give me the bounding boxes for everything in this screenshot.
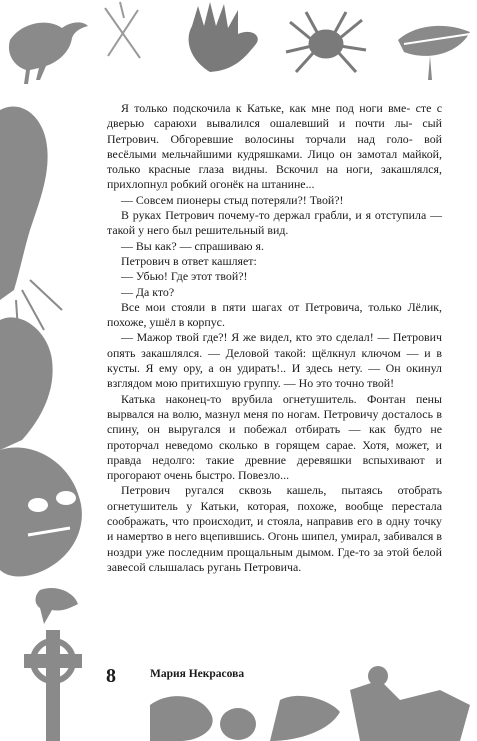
paragraph: — Совсем пионеры стыд потеряли?! Твой?! xyxy=(121,192,344,207)
text-line: сый Петрович. Обгоревшие волосины торчали над голо- xyxy=(107,116,442,146)
paragraph: — Убью! Где этот твой?! xyxy=(121,269,248,284)
text-line: закашлялся, прихлопнул робкий огонёк на штанине... xyxy=(107,162,442,192)
bird-icon xyxy=(36,588,79,624)
text-line: сте с дверью сараюхи вывалился ошалевший и почти лы- xyxy=(107,101,442,131)
hand-print-icon xyxy=(189,2,258,72)
spider-icon xyxy=(286,12,366,72)
crow-icon xyxy=(9,22,88,84)
paragraph: Все мои стояли в пяти шагах от Петровича, только Лёлик, похоже, ушёл в корпус. xyxy=(107,299,442,330)
text-line: Я только подскочила к Катьке, как мне под ноги вме- xyxy=(121,101,411,115)
text-line: вой весёлыми мельчайшими кудряшками. Лицо он замотал xyxy=(107,131,442,161)
body-text xyxy=(107,101,442,575)
paragraph xyxy=(107,101,442,193)
paragraph: — Мажор твой где?! Я же видел, кто это сделал! — Петрович опять закашлялся. — Деловой такой: щёлкнул ключом — и в кусты. Я ему ору, а он удирать!.. И здесь нету. — Он окинул взглядом мою притихшую группу. — Но это точно твой! xyxy=(107,330,442,391)
paragraph: Петрович ругался сквозь кашель, пытаясь отобрать огнетушитель у Катьки, которая, похоже, вообще перестала соображать, что происходит, и стояла, направив его в одну точку и намертво в него вцепившись. Огонь шипел, умирал, забивался в ноздри уже последним прощальным дымом. Где-то за этой белой завесой слышалась ругань Петровича. xyxy=(107,483,442,574)
paragraph: Катька наконец-то врубила огнетушитель. Фонтан пены вырвался на волю, мазнул меня по ногам. Петровичу досталось в спину, он выругался и побежал отбирать — как будто не проторчал неведомо сколько в горящем сарае. Хотя, может, и правда недолго: такие древние деревяшки вспыхивают и прогорают очень быстро. Повезло... xyxy=(107,391,442,483)
scratch-marks-icon xyxy=(105,2,140,58)
page-number: 8 xyxy=(106,665,116,687)
paragraph: — Вы как? — спрашиваю я. xyxy=(121,238,264,253)
cross-icon xyxy=(24,630,82,741)
lips-icon xyxy=(398,26,470,80)
author-name: Мария Некрасова xyxy=(150,668,245,680)
text-line: майкой, только красные глаза видны. Вскочил на ноги, xyxy=(107,146,442,177)
paragraph: В руках Петрович почему-то держал грабли, и я отступила — такой у него был решительный вид. xyxy=(107,208,442,238)
paragraph: — Да кто? xyxy=(121,284,175,299)
paragraph: Петрович в ответ кашляет: xyxy=(121,253,257,268)
